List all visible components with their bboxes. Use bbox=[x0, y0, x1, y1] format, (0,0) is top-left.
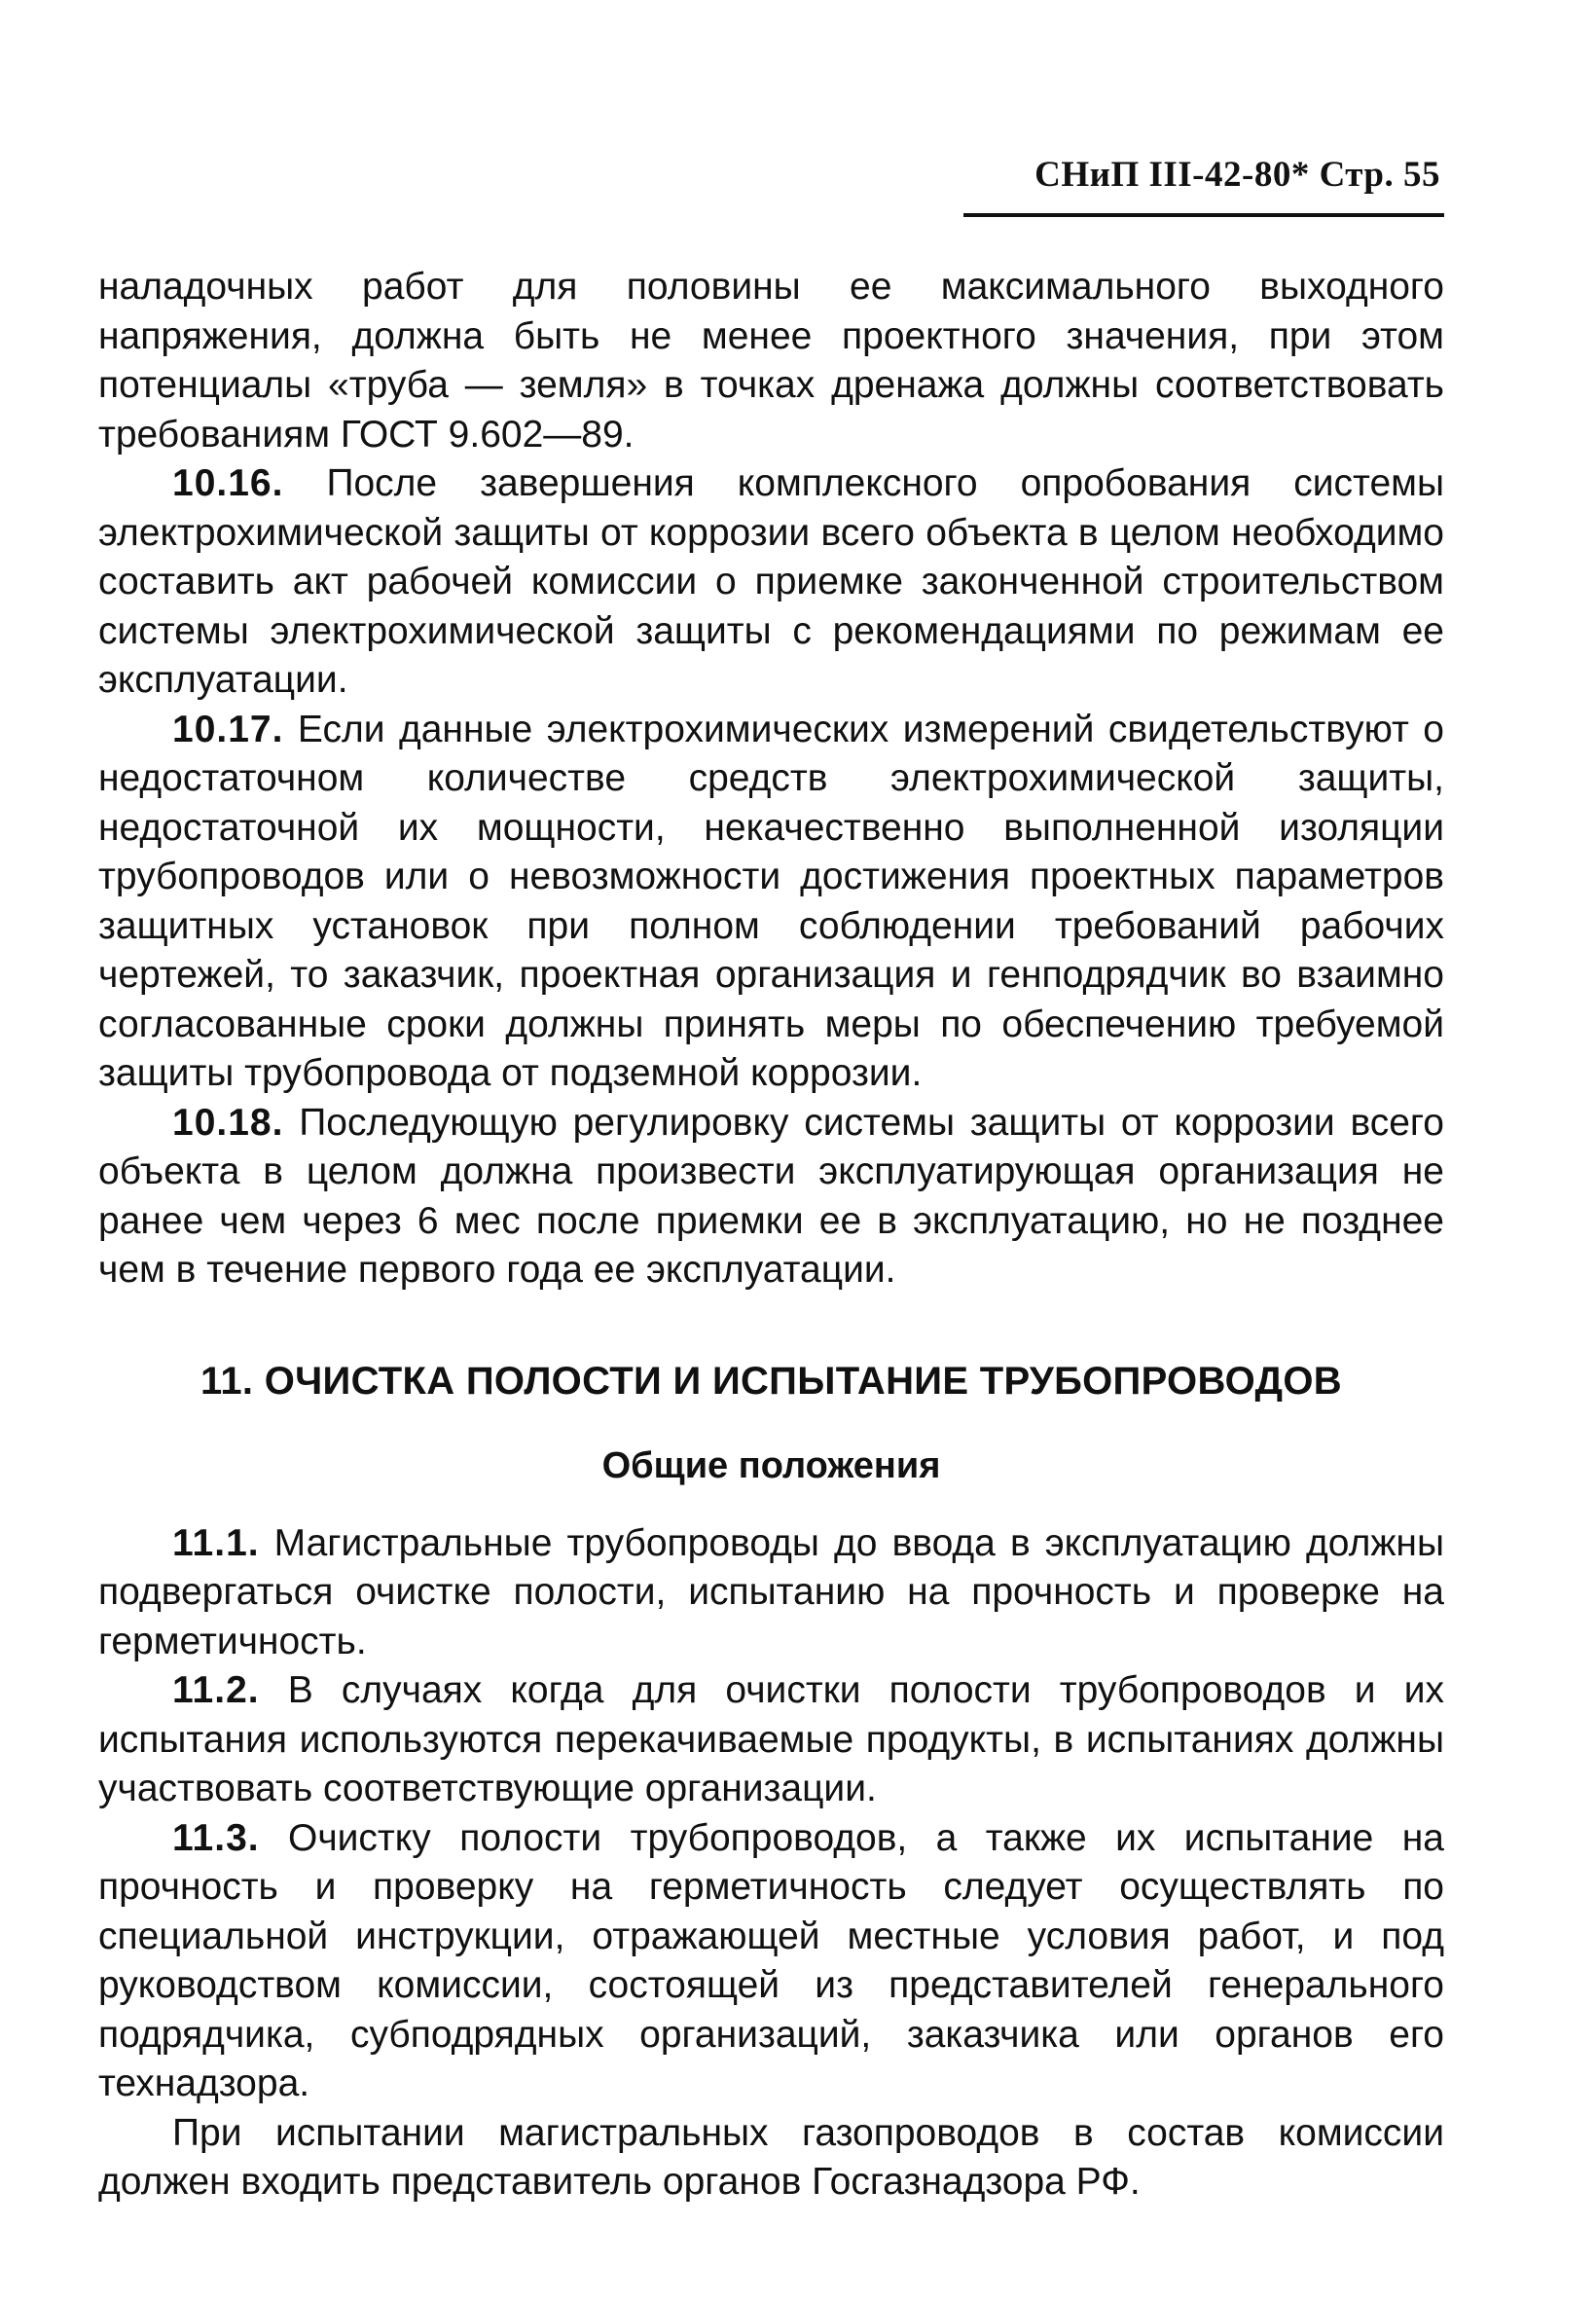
paragraph-11-2 bbox=[98, 1666, 1444, 1814]
paragraph-10-18 bbox=[98, 1099, 1444, 1295]
paragraph-11-1 bbox=[98, 1519, 1444, 1667]
paragraph-10-16 bbox=[98, 459, 1444, 706]
paragraph-10-17 bbox=[98, 706, 1444, 1099]
paragraph-11-3 bbox=[98, 1814, 1444, 2109]
paragraph-number: 10.16. bbox=[172, 462, 284, 504]
paragraph-continuation bbox=[98, 263, 1444, 459]
paragraph-text: наладочных работ для половины ее максимального выходного напряжения, должна быть не менее проектного значения, при этом потенциалы «труба — земля» в точках дренажа должны соответствовать требованиям ГОСТ 9.602—89. bbox=[98, 266, 1444, 456]
paragraph-number: 10.17. bbox=[172, 708, 284, 750]
paragraph-text: При испытании магистральных газопроводов в состав комиссии должен входить представитель органов Госгазнадзора РФ. bbox=[98, 2111, 1444, 2203]
paragraph-gas-commission bbox=[98, 2109, 1444, 2208]
paragraph-text: В случаях когда для очистки полости трубопроводов и их испытания используются перекачиваемые продукты, в испытаниях должны участвовать соответствующие организации. bbox=[98, 1669, 1444, 1809]
section-heading: 11. ОЧИСТКА ПОЛОСТИ И ИСПЫТАНИЕ ТРУБОПРОВОДОВ bbox=[200, 1359, 1342, 1403]
paragraph-number: 11.3. bbox=[172, 1816, 260, 1859]
paragraph-text: Если данные электрохимических измерений свидетельствуют о недостаточном количестве средств электрохимической защиты, недостаточной их мощности, некачественно выполненной изоляции трубопроводов или о невозможности достижения проектных параметров защитных установок при полном соблюдении требований рабочих чертежей, то заказчик, проектная организация и генподрядчик во взаимно согласованные сроки должны принять меры по обеспечению требуемой защиты трубопровода от подземной коррозии. bbox=[98, 708, 1444, 1094]
running-head: СНиП III-42-80* Стр. 55 bbox=[1034, 155, 1440, 195]
paragraph-text: Магистральные трубопроводы до ввода в эксплуатацию должны подвергаться очистке полости, испытанию на прочность и проверке на герметичность. bbox=[98, 1521, 1444, 1662]
paragraph-number: 11.1. bbox=[172, 1521, 260, 1564]
body-text bbox=[98, 263, 1444, 2208]
header-rule bbox=[963, 213, 1444, 217]
paragraph-text: Очистку полости трубопроводов, а также их испытание на прочность и проверку на герметичность следует осуществлять по специальной инструкции, отражающей местные условия работ, и под руководством комиссии, состоящей из представителей генерального подрядчика, субподрядных организаций, заказчика или органов его технадзора. bbox=[98, 1816, 1444, 2104]
paragraph-text: После завершения комплексного опробования системы электрохимической защиты от коррозии всего объекта в целом необходимо составить акт рабочей комиссии о приемке законченной строительством системы электрохимической защиты с рекомендациями по режимам ее эксплуатации. bbox=[98, 462, 1444, 701]
paragraph-number: 11.2. bbox=[172, 1669, 260, 1711]
paragraph-number: 10.18. bbox=[172, 1101, 284, 1144]
paragraph-text: Последующую регулировку системы защиты от коррозии всего объекта в целом должна произвести эксплуатирующая организация не ранее чем через 6 мес после приемки ее в эксплуатацию, но не позднее чем в течение первого года ее эксплуатации. bbox=[98, 1101, 1444, 1291]
section-subheading: Общие положения bbox=[601, 1444, 941, 1486]
